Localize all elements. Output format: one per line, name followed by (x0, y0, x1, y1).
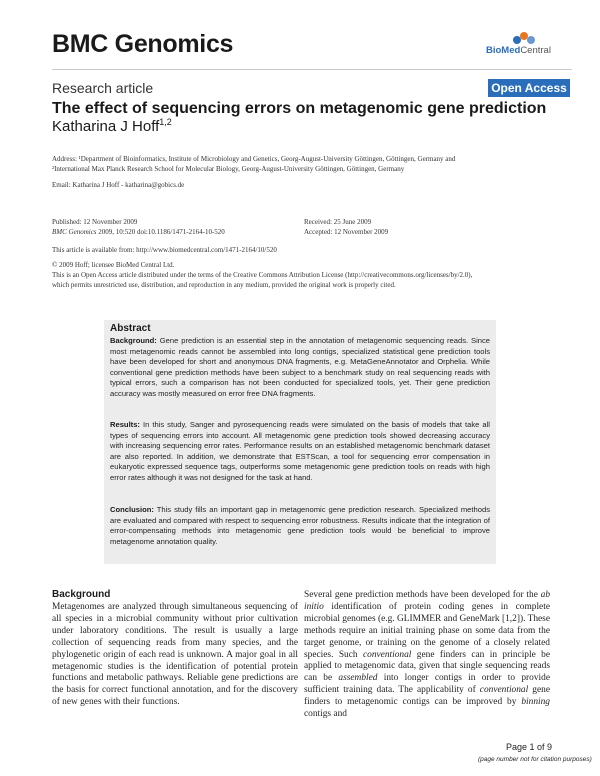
accepted-date: Accepted: 12 November 2009 (304, 228, 389, 236)
abstract-conclusion-label: Conclusion: (110, 505, 154, 514)
open-access-badge: Open Access (488, 79, 570, 97)
page-number-note: (page number not for citation purposes) (478, 756, 592, 763)
address-line: ²International Max Planck Research School for Molecular Biology, Georg-August-University Göttingen, Göttingen, Germany (52, 165, 405, 173)
article-title: The effect of sequencing errors on metagenomic gene prediction (52, 100, 547, 117)
body-paragraph-right (304, 590, 550, 721)
abstract-conclusion-text: This study fills an important gap in metagenomic gene prediction research. Specialized methods are evaluated and compared with respect to sequencing error robustness. Results indicate that the integration of error-compensating methods into metagenomic gene prediction tools would be beneficial to improve metagenome annotation quality. (110, 505, 490, 546)
journal-name: BMC Genomics (52, 30, 234, 58)
received-date: Received: 25 June 2009 (304, 218, 372, 226)
publisher-logo-text (486, 45, 551, 56)
section-heading: Background (52, 589, 111, 600)
body-emphasis: conventional (362, 649, 412, 660)
body-emphasis: binning (521, 697, 550, 708)
published-date: Published: 12 November 2009 (52, 218, 138, 226)
article-type: Research article (52, 80, 154, 96)
license-line: which permits unrestricted use, distribution, and reproduction in any medium, provided the original work is properly cited. (52, 281, 396, 289)
page-number: Page 1 of 9 (506, 742, 553, 752)
citation-details: 2009, 10:520 doi:10.1186/1471-2164-10-520 (96, 228, 225, 236)
abstract-results (110, 420, 490, 483)
body-text: gene finders can in principle be applied to metagenomic data, given that single sequencing reads can be (304, 649, 550, 684)
abstract-results-label: Results: (110, 420, 140, 429)
header-divider (52, 69, 572, 70)
license (52, 270, 572, 290)
publication-info (52, 217, 225, 237)
abstract-heading: Abstract (110, 323, 151, 334)
body-text: into longer contigs in order to provide sufficient training data. The applicability of (304, 673, 550, 696)
abstract-background-text: Gene prediction is an essential step in the annotation of metagenomic sequencing reads. Since most metagenomic reads cannot be assembled into long contigs, specialized statistical gene prediction tools have been developed for short and anonymous DNA fragments, e.g. MetaGeneAnnotator and Orphelia. While conventional gene prediction methods have been subject to a benchmark study on real sequencing reads with typical errors, such a comparison has not been conducted for specialized tools, yet. Their gene prediction accuracy was mostly measured on error free DNA fragments. (110, 336, 490, 398)
body-text: contigs and (304, 709, 347, 720)
license-line: This is an Open Access article distributed under the terms of the Creative Commons Attribution License (http://creativecommons.org/licenses/by/2.0), (52, 271, 473, 279)
author (52, 117, 172, 135)
logo-suffix: Central (520, 45, 551, 56)
abstract-results-text: In this study, Sanger and pyrosequencing reads were simulated on the basis of models that take all types of sequencing errors into account. All metagenomic gene prediction tools showed decreasing accuracy with increasing sequencing error rates. Performance results on an established metagenomic benchmark dataset are also reported. In addition, we demonstrate that ESTScan, a tool for sequencing error compensation in eukaryotic expressed sequence tags, outperforms some metagenomic gene prediction tools on reads with high error rates although it was not designed for the task at hand. (110, 420, 490, 482)
biomed-central-logo-icon (512, 31, 536, 45)
body-emphasis: assembled (338, 673, 378, 684)
abstract-background-label: Background: (110, 336, 157, 345)
address-line: Address: ¹Department of Bioinformatics, Institute of Microbiology and Genetics, Georg-August-University Göttingen, Göttingen, Germany and (52, 155, 456, 163)
publisher-logo (486, 31, 566, 61)
author-affiliation: 1,2 (159, 117, 172, 127)
abstract-conclusion (110, 505, 490, 547)
body-text: Several gene prediction methods have been developed for the (304, 590, 541, 600)
author-email: Email: Katharina J Hoff - katharina@gobics.de (52, 181, 185, 189)
history-info (304, 217, 388, 237)
abstract-background (110, 336, 490, 399)
body-emphasis: conventional (479, 685, 529, 696)
body-text: gene finders to metagenomic contigs can be improved by (304, 685, 550, 708)
citation (52, 227, 225, 237)
availability-link[interactable]: This article is available from: http://www.biomedcentral.com/1471-2164/10/520 (52, 246, 277, 254)
abstract-box (104, 320, 496, 564)
author-name: Katharina J Hoff (52, 118, 160, 135)
copyright: © 2009 Hoff; licensee BioMed Central Ltd. (52, 261, 175, 269)
body-paragraph-left: Metagenomes are analyzed through simultaneous sequencing of all species in a microbial community without prior cultivation under laboratory conditions. The result is usually a large collection of sequencing reads from many species, and the phylogenetic origin of each read is unknown. A major goal in all metagenomic studies is the identification of potential protein functions and metabolic pathways. Reliable gene predictions are the basis for correct functional annotation, and for the discovery of new genes with their functions. (52, 602, 298, 708)
body-emphasis: ab initio (304, 590, 550, 612)
citation-journal: BMC Genomics (52, 228, 97, 236)
body-text: identification of protein coding genes in complete microbial genomes (e.g. GLIMMER and GeneMark [1,2]). These methods require an initial training phase on some data from the target genome, or training on the genome of a closely related species. Such (304, 601, 550, 660)
address (52, 154, 572, 174)
logo-brand: BioMed (486, 45, 521, 56)
